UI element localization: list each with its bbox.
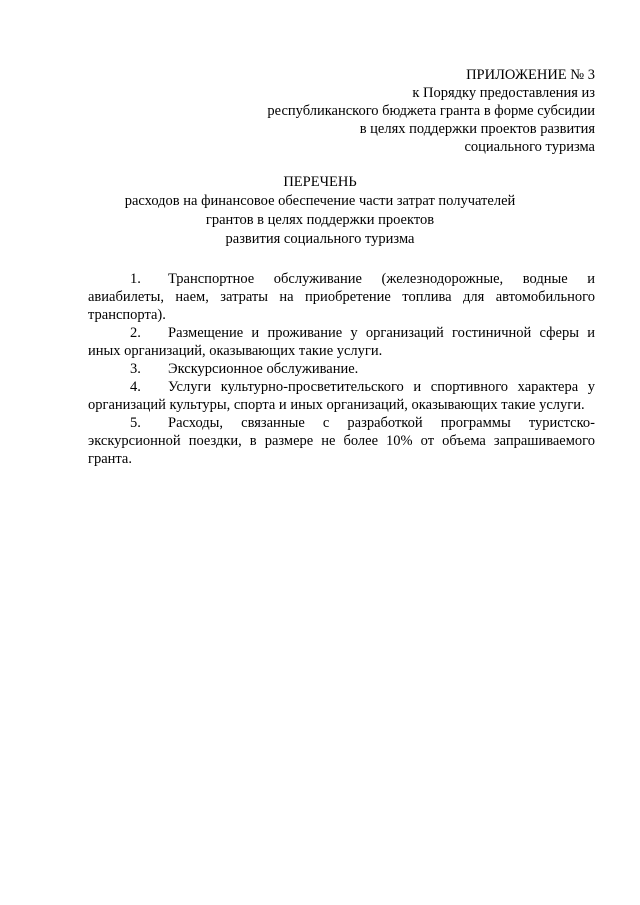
appendix-number: ПРИЛОЖЕНИЕ № 3: [466, 67, 595, 83]
list-item: [88, 360, 595, 378]
list-item-text: Размещение и проживание у организаций гостиничной сферы и иных организаций, оказывающих такие услуги.: [88, 325, 595, 359]
list-item-number: 4.: [130, 379, 141, 395]
title-heading: ПЕРЕЧЕНЬ: [283, 174, 357, 190]
expense-list: [88, 270, 595, 468]
title-subtitle-line-2: грантов в целях поддержки проектов: [205, 212, 435, 228]
list-item-text: Расходы, связанные с разработкой программы туристско-экскурсионной поездки, в размере не более 10% от объема запрашиваемого гранта.: [88, 415, 595, 467]
list-item: [88, 270, 595, 324]
list-item-text: Услуги культурно-просветительского и спортивного характера у организаций культуры, спорта и иных организаций, оказывающих такие услуги.: [88, 379, 595, 413]
list-item: [88, 378, 595, 414]
appendix-header: [175, 66, 595, 156]
list-item-text: Экскурсионное обслуживание.: [168, 361, 359, 377]
list-item-text: Транспортное обслуживание (железнодорожные, водные и авиабилеты, наем, затраты на приобретение топлива для автомобильного транспорта).: [88, 271, 595, 323]
appendix-ref-line-4: социального туризма: [464, 139, 595, 155]
appendix-ref-line-1: к Порядку предоставления из: [412, 85, 595, 101]
list-item-number: 2.: [130, 325, 141, 341]
title-subtitle-line-1: расходов на финансовое обеспечение части затрат получателей: [124, 193, 516, 209]
appendix-ref-line-3: в целях поддержки проектов развития: [359, 121, 595, 137]
appendix-ref-line-2: республиканского бюджета гранта в форме субсидии: [267, 103, 595, 119]
list-item-number: 3.: [130, 361, 141, 377]
document-title: [0, 173, 640, 249]
title-subtitle-line-3: развития социального туризма: [225, 231, 415, 247]
list-item: [88, 414, 595, 468]
list-item: [88, 324, 595, 360]
list-item-number: 5.: [130, 415, 141, 431]
list-item-number: 1.: [130, 271, 141, 287]
